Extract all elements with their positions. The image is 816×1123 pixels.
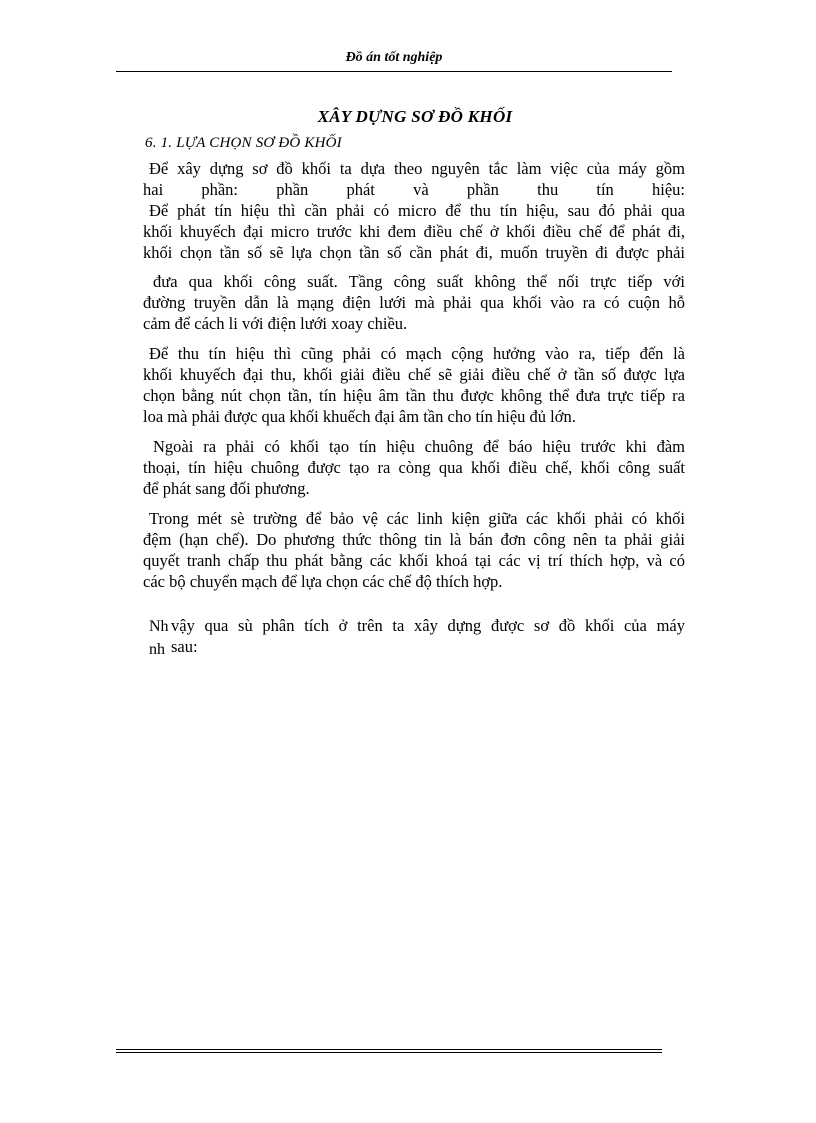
- paragraph-2-line-4: loa mà phải được qua khối khuếch đại âm tần cho tín hiệu đủ lớn.: [143, 407, 576, 426]
- closing-paragraph: [145, 603, 685, 657]
- paragraph-1-line-4: khối khuyếch đại micro trước khi đem điều chế ở khối điều chế để phát đi,: [143, 222, 685, 241]
- paragraph-3-line-3: để phát sang đối phương.: [143, 479, 310, 498]
- paragraph-1-line-6: đưa qua khối công suất. Tầng công suất không thể nối trực tiếp với: [153, 272, 685, 291]
- page-title: XÂY DỰNG SƠ ĐỒ KHỐI: [317, 107, 513, 126]
- paragraph-1-line-1: Để xây dựng sơ đồ khối ta dựa theo nguyên tắc làm việc của máy gồm: [149, 159, 685, 178]
- paragraph-1-line-5: khối chọn tần số sẽ lựa chọn tần số cần phát đi, muốn truyền đi được phải: [143, 243, 685, 262]
- footer-rule: [116, 1049, 662, 1055]
- header-rule: [116, 71, 672, 72]
- paragraph-3-line-1: Ngoài ra phải có khối tạo tín hiệu chuông để báo hiệu trước khi đàm: [153, 437, 685, 456]
- paragraph-4-line-3: quyết tranh chấp thu phát bằng các khối khoá tại các vị trí thích hợp, và có: [143, 551, 685, 570]
- footer-rule-line-2: [116, 1052, 662, 1053]
- paragraph-2-line-2: khối khuyếch đại thu, khối giải điều chế sẽ giải điều chế ở tần số được lựa: [143, 365, 685, 384]
- paragraph-gap: [145, 334, 685, 343]
- paragraph-gap: [145, 499, 685, 508]
- footer-rule-line-1: [116, 1049, 662, 1050]
- closing-line-2: sau:: [171, 637, 198, 656]
- closing-fragment-bottom: nh: [149, 641, 165, 658]
- closing-text: [145, 603, 685, 657]
- paragraph-gap: [145, 592, 685, 601]
- closing-line-1: vậy qua sù phân tích ở trên ta xây dựng được sơ đồ khối của máy: [171, 616, 685, 635]
- paragraph-gap: [145, 427, 685, 436]
- paragraph-2-line-1: Để thu tín hiệu thì cũng phải có mạch cộng hưởng vào ra, tiếp đến là: [149, 344, 685, 363]
- paragraph-1-line-8: cảm để cách li với điện lưới xoay chiều.: [143, 314, 408, 333]
- paragraph-1-line-7: đường truyền dẫn là mạng điện lưới mà phải qua khối vào ra có cuộn hỗ: [143, 293, 685, 312]
- paragraph-4-line-1: Trong mét sè trường để bảo vệ các linh kiện giữa các khối phải có khối: [149, 509, 685, 528]
- paragraph-4-line-4: các bộ chuyển mạch để lựa chọn các chế độ thích hợp.: [143, 572, 503, 591]
- closing-fragment-top: Nh: [149, 618, 169, 635]
- paragraph-1-line-2: hai phần: phần phát và phần thu tín hiệu:: [143, 180, 685, 199]
- paragraph-3-line-2: thoại, tín hiệu chuông được tạo ra còng qua khối điều chế, khối công suất: [143, 458, 685, 477]
- paragraph-2-line-3: chọn bằng nút chọn tần, tín hiệu âm tần thu được không thể đưa trực tiếp ra: [143, 386, 685, 405]
- running-header: Đồ án tốt nghiệp: [345, 50, 443, 65]
- paragraph-1-line-3: Để phát tín hiệu thì cần phải có micro để thu tín hiệu, sau đó phải qua: [149, 201, 685, 220]
- closing-fragment-column: [149, 615, 169, 661]
- paragraph-4-line-2: đệm (hạn chế). Do phương thức thông tin là bán đơn công nên ta phải giải: [143, 530, 685, 549]
- section-heading: 6. 1. LỰA CHỌN SƠ ĐỒ KHỐI: [145, 135, 342, 151]
- document-body: [145, 106, 685, 657]
